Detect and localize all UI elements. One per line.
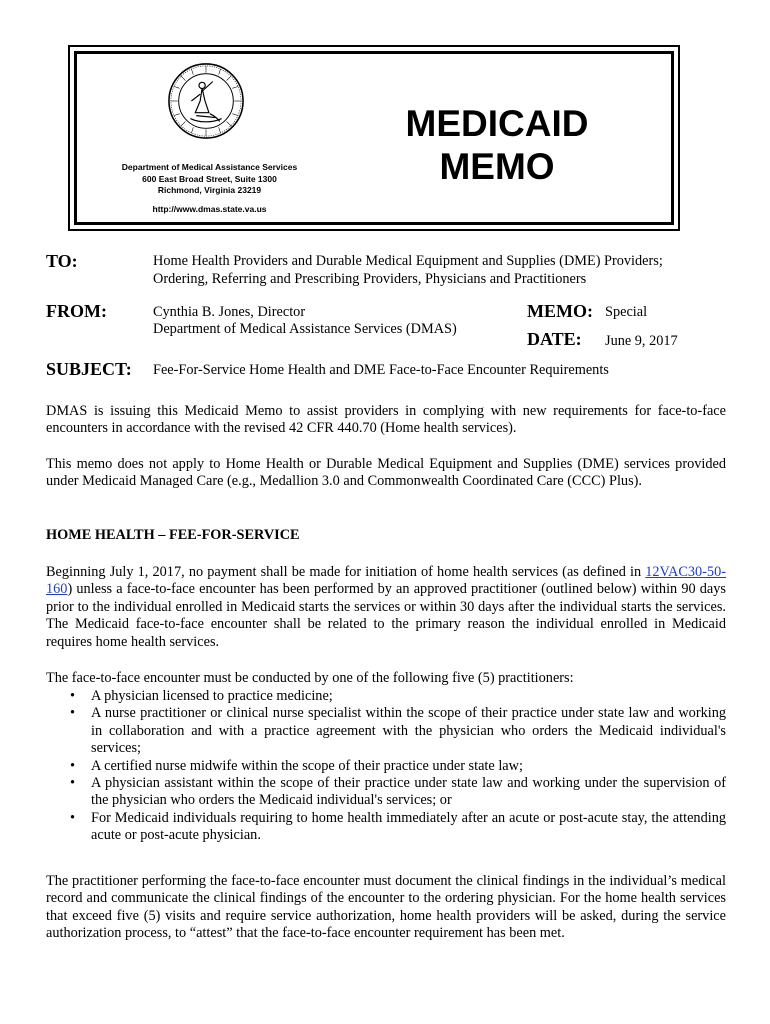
list-item-text: A physician assistant within the scope of their practice under state law and working under the supervision of the physician who orders the Medicaid individual's services; or bbox=[91, 775, 726, 809]
memo-label: MEMO: bbox=[527, 301, 593, 321]
to-line-1: Home Health Providers and Durable Medical Equipment and Supplies (DME) Providers; bbox=[153, 253, 663, 269]
subject-label: SUBJECT: bbox=[46, 359, 132, 379]
paragraph-text: The practitioner performing the face-to-face encounter must document the clinical findings in the individual’s medical record and communicate the clinical findings of the encounter to the ordering physician. For the home health services that exceed five (5) visits and require service authorization, home health providers will be asked, during the service authorization process, to “attest” that the face-to-face encounter requirement has been met. bbox=[46, 873, 726, 942]
memo-value: Special bbox=[605, 304, 648, 320]
section-heading-text: HOME HEALTH – FEE-FOR-SERVICE bbox=[46, 527, 300, 543]
body-paragraph-3 bbox=[46, 564, 726, 651]
memo-title-line-1: MEDICAID bbox=[405, 103, 589, 144]
list-item-text: For Medicaid individuals requiring to home health immediately after an acute or post-acute stay, the attending acute or post-acute physician. bbox=[91, 809, 726, 844]
from-label: FROM: bbox=[46, 301, 107, 321]
memo-title bbox=[397, 102, 597, 188]
address-line-2: Richmond, Virginia 23219 bbox=[157, 185, 262, 195]
body-paragraph-5 bbox=[46, 873, 726, 943]
date-label: DATE: bbox=[527, 329, 582, 349]
list-item bbox=[46, 758, 726, 775]
bullet-icon: • bbox=[70, 809, 76, 826]
section-heading-home-health bbox=[46, 527, 726, 544]
list-item bbox=[46, 775, 726, 810]
department-name: Department of Medical Assistance Services bbox=[121, 162, 298, 172]
memo-header-inner-frame bbox=[74, 51, 674, 225]
practitioner-list bbox=[46, 688, 726, 845]
address-line-1: 600 East Broad Street, Suite 1300 bbox=[142, 173, 277, 184]
memo-header-box bbox=[68, 45, 680, 231]
list-item-text: A nurse practitioner or clinical nurse specialist within the scope of their practice under state law and working in collaboration and with a practice agreement with the physician who orders the Medicaid individual's services; bbox=[91, 705, 726, 757]
paragraph-text: This memo does not apply to Home Health or Durable Medical Equipment and Supplies (DME) services provided under Medicaid Managed Care (e.g., Medallion 3.0 and Commonwealth Coordinated Care (CCC) Plus). bbox=[46, 456, 726, 490]
bullet-icon: • bbox=[70, 688, 76, 704]
paragraph-text: The face-to-face encounter must be conducted by one of the following five (5) practitioners: bbox=[46, 670, 574, 686]
paragraph-text: Beginning July 1, 2017, no payment shall be made for initiation of home health services (as defined in bbox=[46, 564, 646, 580]
to-line-2: Ordering, Referring and Prescribing Providers, Physicians and Practitioners bbox=[153, 271, 587, 287]
date-value: June 9, 2017 bbox=[605, 333, 678, 349]
to-label: TO: bbox=[46, 251, 78, 271]
paragraph-text: DMAS is issuing this Medicaid Memo to assist providers in complying with new requirements for face-to-face encounters in accordance with the revised 42 CFR 440.70 (Home health services). bbox=[46, 403, 726, 437]
department-url[interactable]: http://www.dmas.state.va.us bbox=[152, 204, 267, 214]
virginia-state-seal-icon bbox=[167, 62, 245, 140]
body-paragraph-2 bbox=[46, 456, 726, 491]
bullet-icon: • bbox=[70, 775, 76, 792]
department-address-block bbox=[97, 162, 322, 197]
from-line-1: Cynthia B. Jones, Director bbox=[153, 304, 306, 320]
from-line-2: Department of Medical Assistance Services (DMAS) bbox=[153, 321, 457, 337]
subject-value: Fee-For-Service Home Health and DME Face-to-Face Encounter Requirements bbox=[153, 362, 609, 378]
memo-title-line-2: MEMO bbox=[439, 146, 555, 187]
body-paragraph-4 bbox=[46, 670, 726, 687]
bullet-icon: • bbox=[70, 705, 76, 722]
body-paragraph-1 bbox=[46, 403, 726, 438]
list-item bbox=[46, 688, 726, 705]
paragraph-text: ) unless a face-to-face encounter has been performed by an approved practitioner (outlined below) within 90 days prior to the individual enrolled in Medicaid starts the services or within 30 days after the individual starts the services. The Medicaid face-to-face encounter shall be related to the primary reason the individual enrolled in Medicaid requires home health services. bbox=[46, 581, 726, 650]
list-item-text: A physician licensed to practice medicine; bbox=[91, 688, 333, 704]
regulation-link[interactable]: 12VAC30-50-160 bbox=[46, 564, 726, 598]
list-item-text: A certified nurse midwife within the scope of their practice under state law; bbox=[91, 757, 523, 774]
list-item bbox=[46, 705, 726, 757]
bullet-icon: • bbox=[70, 757, 76, 774]
list-item bbox=[46, 810, 726, 845]
